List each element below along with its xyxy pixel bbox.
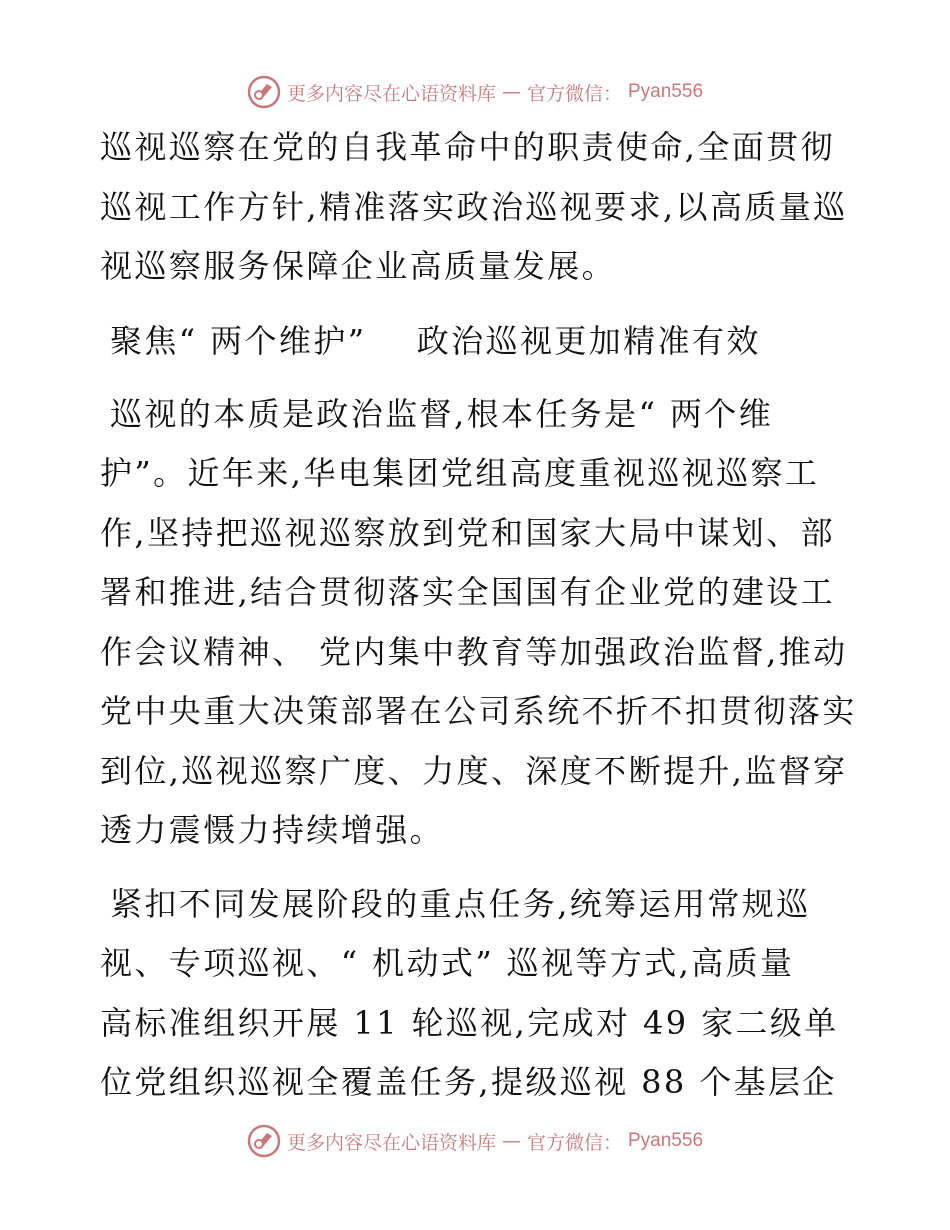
section-heading: 聚焦“ 两个维护” 政治巡视更加精准有效 — [110, 321, 761, 360]
brand-logo-icon — [247, 75, 281, 109]
paragraph-3 — [100, 875, 860, 1113]
watermark-wechat-id: Pyan556 — [628, 1130, 704, 1151]
text-line: 护”。近年来,华电集团党组高度重视巡视巡察工 — [100, 454, 820, 492]
watermark-separator: — — [501, 81, 521, 103]
text-line: 高标准组织开展 11 轮巡视,完成对 49 家二级单 — [100, 1003, 839, 1042]
text-line: 巡视巡察在党的自我革命中的职责使命,全面贯彻 — [100, 128, 835, 166]
text-line: 到位,巡视巡察广度、力度、深度不断提升,监督穿 — [100, 751, 848, 790]
text-line: 紧扣不同发展阶段的重点任务,统筹运用常规巡 — [110, 884, 811, 923]
text-line: 视、专项巡视、“ 机动式” 巡视等方式,高质量 — [100, 944, 795, 982]
text-line: 署和推进,结合贯彻落实全国国有企业党的建设工 — [100, 573, 835, 611]
watermark-brand-text: 更多内容尽在心语资料库 — [286, 1131, 496, 1154]
text-line: 作会议精神、 党内集中教育等加强政治监督,推动 — [100, 632, 848, 671]
text-line: 巡视工作方针,精准落实政治巡视要求,以高质量巡 — [100, 187, 848, 226]
watermark-official-label: 官方微信： — [526, 82, 622, 105]
watermark-header — [0, 72, 950, 112]
paragraph-1 — [100, 118, 860, 297]
text-line: 位党组织巡视全覆盖任务,提级巡视 88 个基层企 — [100, 1063, 837, 1101]
document-body — [100, 118, 860, 1113]
paragraph-2 — [100, 385, 860, 861]
text-line: 党中央重大决策部署在公司系统不折不扣贯彻落实 — [100, 692, 857, 730]
watermark-official-label: 官方微信： — [526, 1131, 622, 1154]
text-line: 巡视的本质是政治监督,根本任务是“ 两个维 — [110, 394, 774, 433]
text-line: 作,坚持把巡视巡察放到党和国家大局中谋划、部 — [100, 513, 835, 552]
text-line: 透力震慑力持续增强。 — [100, 811, 445, 849]
watermark-brand-text: 更多内容尽在心语资料库 — [286, 82, 496, 105]
text-line: 视巡察服务保障企业高质量发展。 — [100, 247, 617, 285]
brand-logo-icon — [247, 1124, 281, 1158]
watermark-wechat-id: Pyan556 — [628, 81, 704, 102]
watermark-separator: — — [501, 1130, 521, 1152]
watermark-footer — [0, 1121, 950, 1161]
